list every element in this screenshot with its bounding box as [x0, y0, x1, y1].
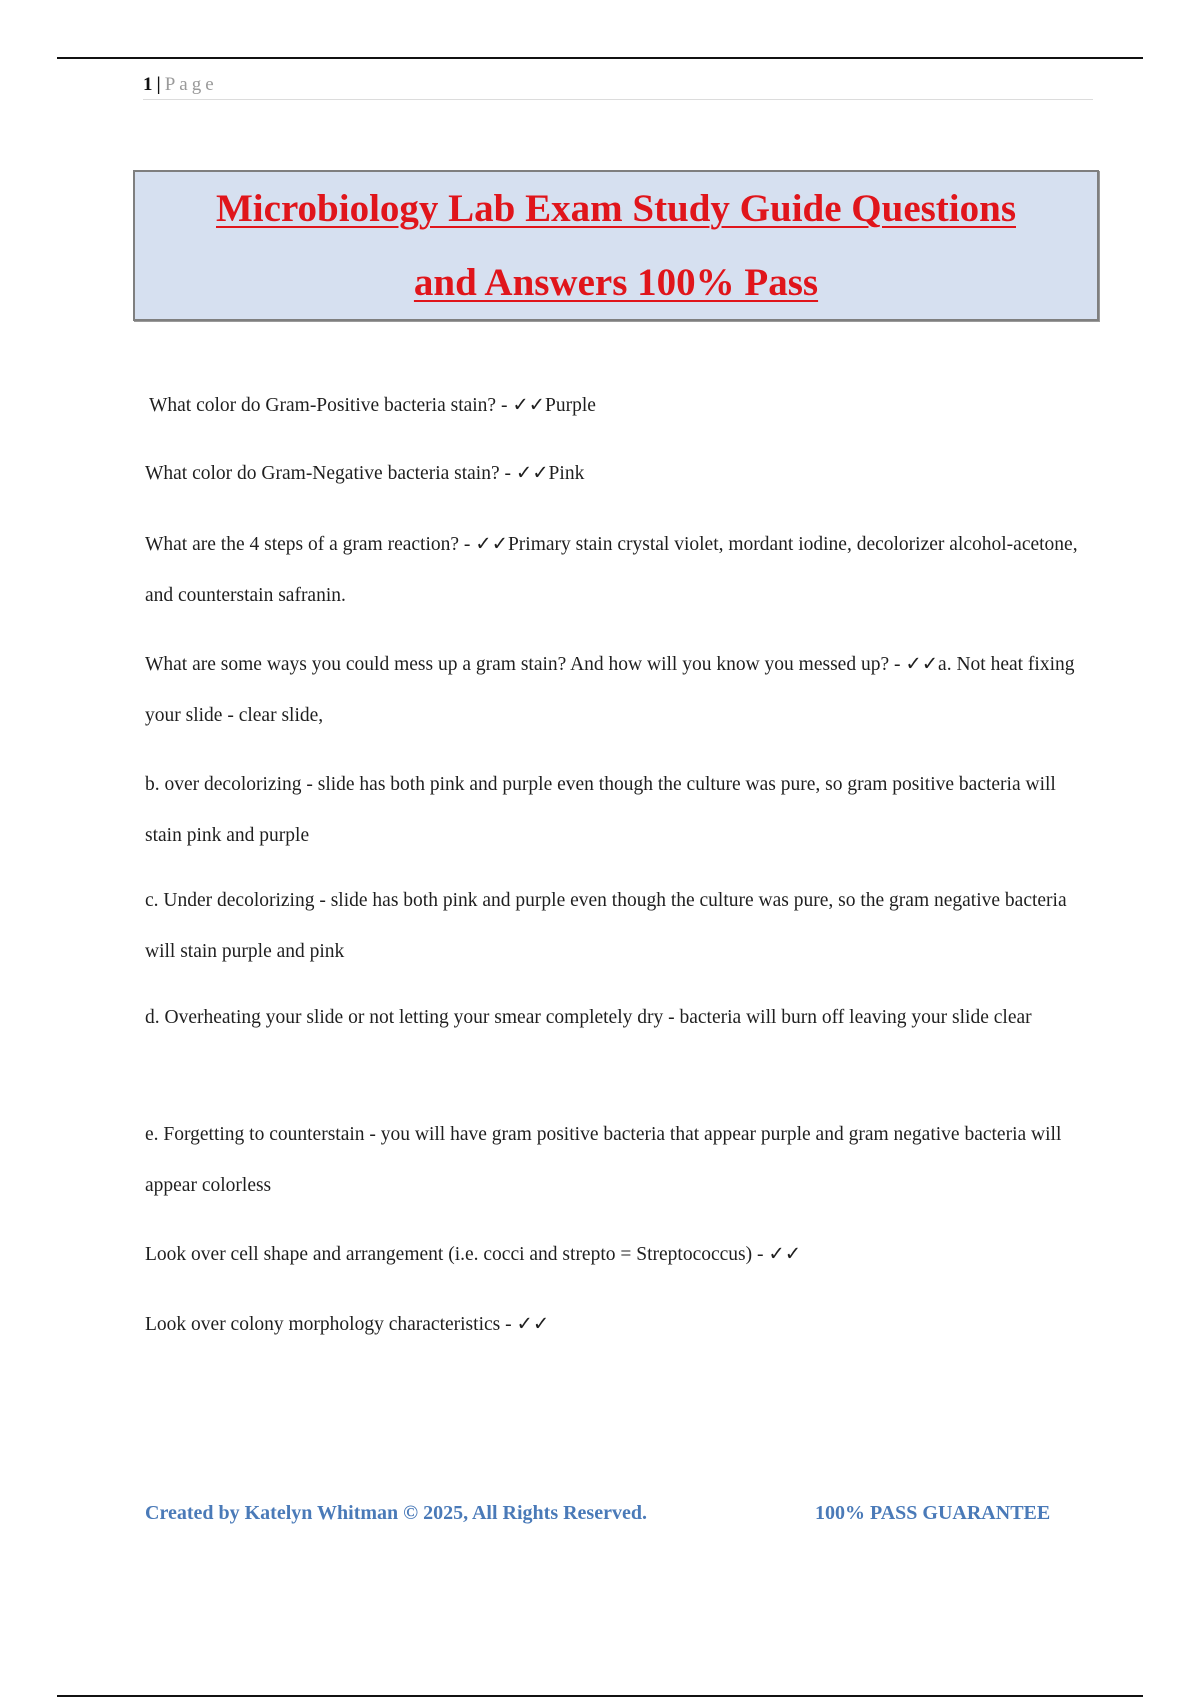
- qa-item: [145, 448, 1085, 499]
- footer-copyright: Created by Katelyn Whitman © 2025, All Rights Reserved.: [145, 1502, 647, 1524]
- answer-text: ✓✓Pink: [515, 463, 585, 484]
- top-rule: [57, 57, 1143, 59]
- answer-text: b. over decolorizing - slide has both pink and purple even though the culture was pure, so gram positive bacteria will stain pink and purple: [145, 774, 1056, 846]
- question-text: Look over colony morphology characteristics -: [145, 1314, 517, 1335]
- answer-text: c. Under decolorizing - slide has both pink and purple even though the culture was pure, so the gram negative bacteria will stain purple and pink: [145, 890, 1067, 962]
- qa-item: [145, 1109, 1085, 1211]
- answer-text: ✓✓a. Not heat fixing your slide - clear slide,: [145, 654, 1075, 726]
- page-word: Page: [164, 74, 218, 95]
- page-number: 1: [143, 74, 153, 95]
- qa-item: [145, 1299, 1085, 1350]
- qa-item: [149, 380, 1089, 431]
- page-separator: |: [156, 74, 161, 95]
- answer-text: e. Forgetting to counterstain - you will have gram positive bacteria that appear purple and gram negative bacteria will appear colorless: [145, 1124, 1062, 1196]
- answer-text: d. Overheating your slide or not letting your smear completely dry - bacteria will burn off leaving your slide clear: [145, 1007, 1032, 1028]
- answer-text: ✓✓Primary stain crystal violet, mordant iodine, decolorizer alcohol-acetone, and counterstain safranin.: [145, 534, 1078, 606]
- qa-item: [145, 759, 1085, 861]
- document-title-line-2: and Answers 100% Pass: [413, 260, 819, 304]
- qa-item: [145, 875, 1085, 977]
- question-text: What color do Gram-Positive bacteria stain? -: [149, 395, 513, 416]
- question-text: What are some ways you could mess up a gram stain? And how will you know you messed up? -: [145, 654, 906, 675]
- qa-item: [145, 1229, 1085, 1280]
- qa-item: [145, 992, 1085, 1043]
- qa-item: [145, 639, 1085, 741]
- answer-text: ✓✓: [768, 1244, 802, 1265]
- document-title-line-1: Microbiology Lab Exam Study Guide Questions: [216, 186, 1016, 230]
- question-text: What are the 4 steps of a gram reaction? -: [145, 534, 476, 555]
- question-text: Look over cell shape and arrangement (i.e. cocci and strepto = Streptococcus) -: [145, 1244, 769, 1265]
- title-box: [133, 170, 1099, 321]
- bottom-rule: [57, 1695, 1143, 1697]
- footer-guarantee: 100% PASS GUARANTEE: [815, 1502, 1051, 1524]
- answer-text: ✓✓: [516, 1314, 550, 1335]
- question-text: What color do Gram-Negative bacteria stain? -: [145, 463, 516, 484]
- qa-item: [145, 519, 1085, 621]
- page-header: [143, 73, 1093, 100]
- answer-text: ✓✓Purple: [512, 395, 596, 416]
